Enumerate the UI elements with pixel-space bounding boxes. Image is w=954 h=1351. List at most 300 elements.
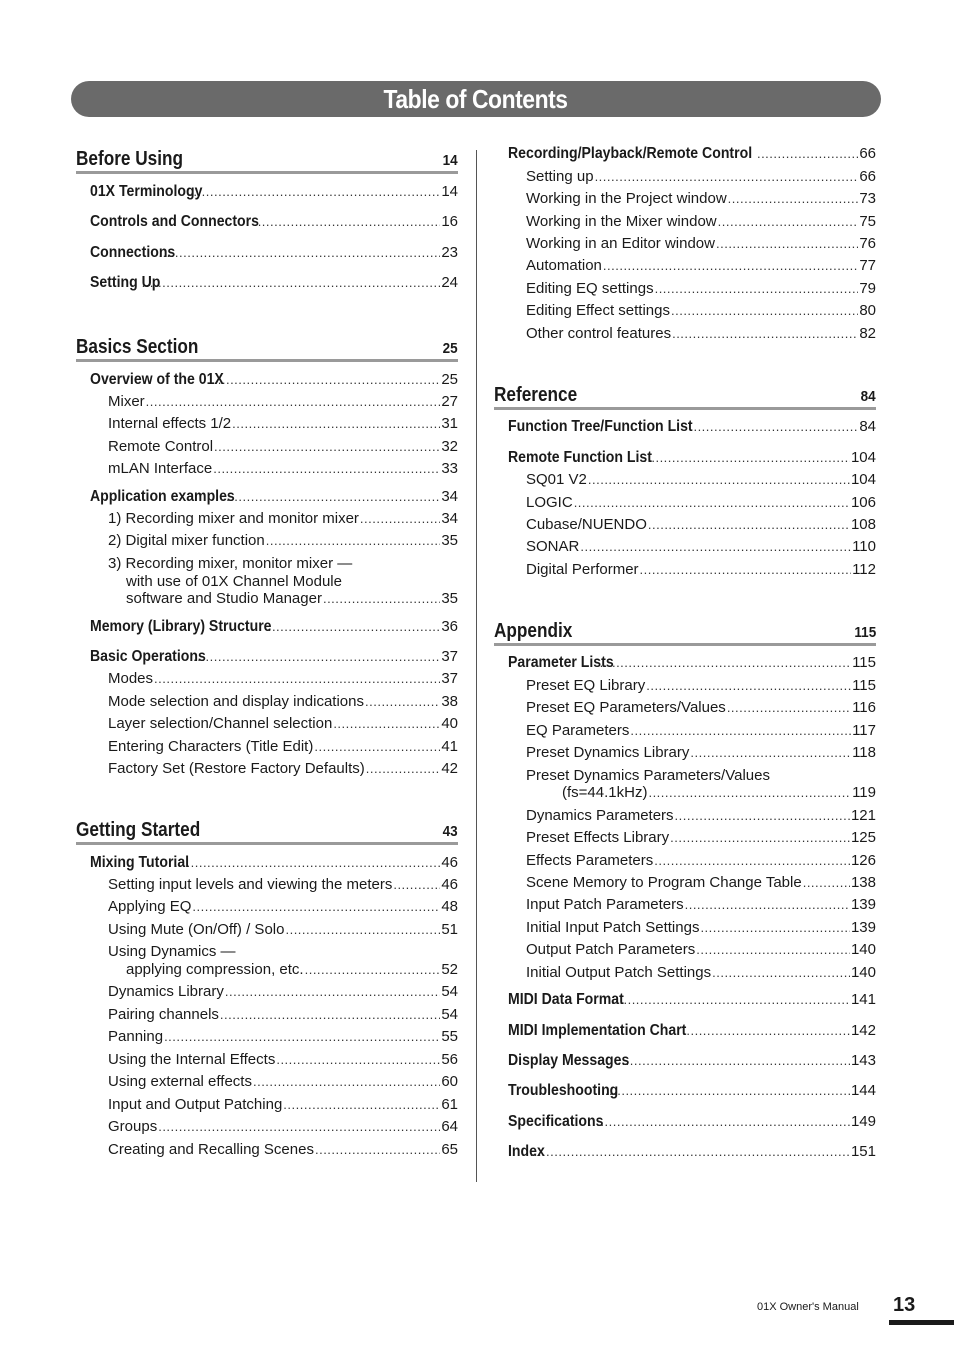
toc-entry-label: Troubleshooting xyxy=(508,1082,619,1099)
toc-entry[interactable] xyxy=(526,964,876,984)
toc-entry[interactable] xyxy=(108,693,458,713)
dot-leader xyxy=(253,1074,440,1089)
dot-leader xyxy=(283,1097,440,1112)
toc-entry-label: Preset Effects Library xyxy=(526,829,670,846)
toc-entry-page: 25 xyxy=(441,371,458,388)
toc-entry-label: Setting Up xyxy=(90,274,161,291)
toc-entry-page: 56 xyxy=(441,1051,458,1068)
dot-leader xyxy=(595,169,859,184)
toc-entry-page: 48 xyxy=(441,898,458,915)
dot-leader xyxy=(226,489,440,504)
toc-entry[interactable] xyxy=(508,449,876,469)
toc-entry[interactable] xyxy=(526,494,876,514)
dot-leader xyxy=(366,761,441,776)
toc-entry-label: Initial Input Patch Settings xyxy=(526,919,700,936)
toc-entry-page: 42 xyxy=(441,760,458,777)
dot-leader xyxy=(648,785,851,800)
toc-entry-label: applying compression, etc. xyxy=(126,961,304,978)
toc-entry-page: 143 xyxy=(850,1052,876,1069)
toc-entry[interactable] xyxy=(90,618,458,638)
toc-entry-label: Panning xyxy=(108,1028,164,1045)
toc-entry-page: 139 xyxy=(850,896,876,913)
section-title: Appendix xyxy=(494,620,573,642)
toc-entry[interactable] xyxy=(526,213,876,233)
toc-entry[interactable] xyxy=(508,145,876,165)
dot-leader xyxy=(220,1007,440,1022)
toc-entry-page: 138 xyxy=(850,874,876,891)
toc-entry-label: (fs=44.1kHz) xyxy=(562,784,648,801)
toc-entry-label: Effects Parameters xyxy=(526,852,654,869)
dot-leader xyxy=(617,1053,850,1068)
toc-entry-label: Factory Set (Restore Factory Defaults) xyxy=(108,760,365,777)
toc-entry[interactable] xyxy=(90,371,458,391)
toc-entry-label: Using the Internal Effects xyxy=(108,1051,276,1068)
toc-entry[interactable] xyxy=(126,590,458,610)
toc-entry-page: 149 xyxy=(850,1113,876,1130)
toc-entry-label: Application examples xyxy=(90,488,235,505)
toc-entry-label: 01X Terminology xyxy=(90,183,203,200)
toc-entry[interactable] xyxy=(526,168,876,188)
dot-leader xyxy=(276,1052,440,1067)
toc-entry[interactable] xyxy=(562,784,876,804)
toc-entry[interactable] xyxy=(90,244,458,264)
toc-entry-page: 104 xyxy=(850,471,876,488)
toc-entry-label: Internal effects 1/2 xyxy=(108,415,232,432)
toc-entry[interactable] xyxy=(508,418,876,438)
dot-leader xyxy=(603,258,858,273)
toc-entry-text: 3) Recording mixer, monitor mixer — xyxy=(108,555,353,572)
toc-entry-page: 40 xyxy=(441,715,458,732)
toc-entry-page: 66 xyxy=(859,145,876,162)
toc-entry-page: 34 xyxy=(441,488,458,505)
dot-leader xyxy=(365,694,440,709)
toc-entry-label: Preset Dynamics Library xyxy=(526,744,690,761)
toc-entry-page: 82 xyxy=(859,325,876,342)
toc-entry-page: 119 xyxy=(852,784,876,801)
dot-leader xyxy=(654,853,850,868)
section-page: 84 xyxy=(860,388,876,405)
toc-entry-label: Preset EQ Library xyxy=(526,677,646,694)
toc-entry-page: 24 xyxy=(441,274,458,291)
dot-leader xyxy=(393,877,440,892)
toc-entry-label: Working in the Project window xyxy=(526,190,727,207)
toc-entry-label: MIDI Implementation Chart xyxy=(508,1022,687,1039)
toc-entry[interactable] xyxy=(526,744,876,764)
toc-entry-label: Working in an Editor window xyxy=(526,235,715,252)
dot-leader xyxy=(285,922,440,937)
dot-leader xyxy=(232,416,440,431)
toc-entry-page: 35 xyxy=(441,590,458,607)
toc-entry-label: Editing Effect settings xyxy=(526,302,670,319)
dot-leader xyxy=(142,275,441,290)
toc-entry[interactable] xyxy=(508,1082,876,1102)
toc-entry[interactable] xyxy=(108,532,458,552)
toc-entry-text: with use of 01X Channel Module xyxy=(126,573,342,590)
dot-leader xyxy=(154,671,440,686)
toc-entry-label: Connections xyxy=(90,244,176,261)
toc-entry[interactable] xyxy=(526,538,876,558)
toc-entry-page: 77 xyxy=(859,257,876,274)
toc-entry-page: 112 xyxy=(852,561,876,578)
toc-entry-label: Function Tree/Function List xyxy=(508,418,693,435)
toc-entry-label: Scene Memory to Program Change Table xyxy=(526,874,802,891)
toc-entry-page: 33 xyxy=(441,460,458,477)
toc-entry[interactable] xyxy=(526,896,876,916)
toc-entry-page: 115 xyxy=(852,677,876,694)
toc-entry-label: Controls and Connectors xyxy=(90,213,259,230)
dot-leader xyxy=(671,303,858,318)
toc-entry-label: Groups xyxy=(108,1118,158,1135)
toc-entry[interactable] xyxy=(108,1096,458,1116)
toc-entry[interactable] xyxy=(508,991,876,1011)
dot-leader xyxy=(672,326,858,341)
toc-entry-label: Automation xyxy=(526,257,602,274)
toc-entry-page: 115 xyxy=(852,654,876,671)
toc-entry-label: Editing EQ settings xyxy=(526,280,654,297)
dot-leader xyxy=(588,1114,850,1129)
dot-leader xyxy=(158,245,440,260)
toc-entry-page: 75 xyxy=(859,213,876,230)
dot-leader xyxy=(605,1083,850,1098)
toc-entry[interactable] xyxy=(108,921,458,941)
page-title: Table of Contents xyxy=(383,83,569,114)
toc-entry-label: Parameter Lists xyxy=(508,654,614,671)
toc-entry-page: 126 xyxy=(850,852,876,869)
title-banner xyxy=(71,81,881,117)
footer-page-number: 13 xyxy=(893,1294,916,1316)
toc-entry[interactable] xyxy=(108,760,458,780)
toc-entry-page: 73 xyxy=(859,190,876,207)
toc-entry[interactable] xyxy=(526,235,876,255)
dot-leader xyxy=(305,962,441,977)
toc-entry-label: Remote Control xyxy=(108,438,214,455)
toc-entry-page: 34 xyxy=(441,510,458,527)
toc-entry[interactable] xyxy=(526,516,876,536)
toc-entry-page: 23 xyxy=(441,244,458,261)
toc-entry-label: Using Mute (On/Off) / Solo xyxy=(108,921,285,938)
toc-entry[interactable] xyxy=(108,898,458,918)
toc-entry-page: 139 xyxy=(850,919,876,936)
toc-entry-label: Working in the Mixer window xyxy=(526,213,717,230)
toc-entry-label: Memory (Library) Structure xyxy=(90,618,272,635)
dot-leader xyxy=(213,461,440,476)
section-heading xyxy=(76,814,458,845)
section-heading xyxy=(494,615,876,646)
dot-leader xyxy=(611,992,850,1007)
section-heading xyxy=(494,379,876,410)
toc-entry[interactable] xyxy=(526,874,876,894)
toc-entry-page: 66 xyxy=(859,168,876,185)
dot-leader xyxy=(574,495,850,510)
dot-leader xyxy=(158,1119,440,1134)
toc-entry-label: Remote Function List xyxy=(508,449,652,466)
toc-entry[interactable] xyxy=(108,415,458,435)
toc-entry-label: Applying EQ xyxy=(108,898,192,915)
dot-leader xyxy=(268,619,440,634)
toc-entry[interactable] xyxy=(90,183,458,203)
toc-entry-page: 117 xyxy=(852,722,876,739)
column-divider xyxy=(476,150,477,1182)
toc-entry[interactable] xyxy=(508,654,876,674)
toc-entry-label: Preset EQ Parameters/Values xyxy=(526,699,726,716)
toc-entry-page: 41 xyxy=(441,738,458,755)
toc-entry[interactable] xyxy=(90,854,458,874)
toc-entry-page: 60 xyxy=(441,1073,458,1090)
toc-entry-label: Mode selection and display indications xyxy=(108,693,364,710)
toc-entry-page: 110 xyxy=(852,538,876,555)
dot-leader xyxy=(675,808,850,823)
toc-entry-page: 142 xyxy=(850,1022,876,1039)
toc-entry-page: 54 xyxy=(441,1006,458,1023)
dot-leader xyxy=(174,855,440,870)
toc-entry[interactable] xyxy=(108,438,458,458)
toc-entry-page: 64 xyxy=(441,1118,458,1135)
toc-entry-label: Pairing channels xyxy=(108,1006,219,1023)
dot-leader xyxy=(728,191,859,206)
toc-entry-label: Input Patch Parameters xyxy=(526,896,684,913)
toc-entry-label: 1) Recording mixer and monitor mixer xyxy=(108,510,359,527)
toc-entry-page: 79 xyxy=(859,280,876,297)
toc-entry[interactable] xyxy=(90,274,458,294)
toc-entry-text: Preset Dynamics Parameters/Values xyxy=(526,767,770,784)
toc-entry-page: 104 xyxy=(850,449,876,466)
toc-entry-label: Modes xyxy=(108,670,154,687)
toc-entry-label: MIDI Data Format xyxy=(508,991,624,1008)
dot-leader xyxy=(712,965,850,980)
dot-leader xyxy=(254,214,441,229)
toc-entry-label: Display Messages xyxy=(508,1052,630,1069)
toc-entry-label: Entering Characters (Title Edit) xyxy=(108,738,314,755)
footer-bar xyxy=(889,1320,954,1325)
toc-entry-page: 108 xyxy=(850,516,876,533)
toc-entry-label: Initial Output Patch Settings xyxy=(526,964,712,981)
toc-entry[interactable] xyxy=(108,670,458,690)
dot-leader xyxy=(757,146,858,161)
dot-leader xyxy=(718,214,859,229)
dot-leader xyxy=(333,716,440,731)
toc-entry-page: 84 xyxy=(859,418,876,435)
toc-entry-label: Creating and Recalling Scenes xyxy=(108,1141,314,1158)
toc-entry-page: 151 xyxy=(850,1143,876,1160)
toc-entry[interactable] xyxy=(108,1006,458,1026)
section-heading xyxy=(76,331,458,362)
toc-entry-page: 140 xyxy=(850,964,876,981)
dot-leader xyxy=(214,439,440,454)
toc-entry-page: 144 xyxy=(850,1082,876,1099)
toc-entry[interactable] xyxy=(108,393,458,413)
dot-leader xyxy=(696,942,850,957)
toc-entry-label: Input and Output Patching xyxy=(108,1096,283,1113)
toc-entry[interactable] xyxy=(508,1052,876,1072)
toc-entry-label: SQ01 V2 xyxy=(526,471,587,488)
dot-leader xyxy=(690,745,851,760)
toc-entry[interactable] xyxy=(108,460,458,480)
toc-entry-label: Basic Operations xyxy=(90,648,206,665)
dot-leader xyxy=(266,533,441,548)
toc-entry-page: 55 xyxy=(441,1028,458,1045)
toc-entry[interactable] xyxy=(526,807,876,827)
dot-leader xyxy=(716,236,858,251)
toc-entry-page: 37 xyxy=(441,670,458,687)
toc-entry-page: 36 xyxy=(441,618,458,635)
dot-leader xyxy=(600,655,851,670)
toc-entry-page: 125 xyxy=(850,829,876,846)
toc-entry-label: Index xyxy=(508,1143,545,1160)
dot-leader xyxy=(685,897,850,912)
toc-entry[interactable] xyxy=(508,1113,876,1133)
toc-entry[interactable] xyxy=(526,302,876,322)
toc-entry-label: Setting input levels and viewing the meters xyxy=(108,876,393,893)
toc-entry[interactable] xyxy=(526,677,876,697)
toc-entry-page: 61 xyxy=(441,1096,458,1113)
dot-leader xyxy=(803,875,850,890)
dot-leader xyxy=(580,539,851,554)
toc-entry[interactable] xyxy=(126,961,458,981)
toc-entry-page: 52 xyxy=(441,961,458,978)
toc-entry-page: 65 xyxy=(441,1141,458,1158)
toc-entry-label: Digital Performer xyxy=(526,561,639,578)
toc-entry-page: 27 xyxy=(441,393,458,410)
toc-entry-page: 38 xyxy=(441,693,458,710)
toc-entry[interactable] xyxy=(526,561,876,581)
section-page: 115 xyxy=(854,624,876,641)
toc-entry[interactable] xyxy=(108,715,458,735)
toc-entry-page: 37 xyxy=(441,648,458,665)
dot-leader xyxy=(630,723,851,738)
toc-entry-label: Overview of the 01X xyxy=(90,371,224,388)
toc-entry-page: 121 xyxy=(850,807,876,824)
dot-leader xyxy=(225,984,440,999)
section-title: Basics Section xyxy=(76,336,199,358)
toc-entry-page: 31 xyxy=(441,415,458,432)
toc-entry-page: 116 xyxy=(852,699,876,716)
dot-leader xyxy=(146,394,441,409)
toc-entry[interactable] xyxy=(108,1051,458,1071)
toc-entry-text: Using Dynamics — xyxy=(108,943,236,960)
toc-entry-label: 2) Digital mixer function xyxy=(108,532,265,549)
toc-entry[interactable] xyxy=(108,1028,458,1048)
toc-entry-page: 76 xyxy=(859,235,876,252)
dot-leader xyxy=(655,281,859,296)
toc-entry-page: 80 xyxy=(859,302,876,319)
dot-leader xyxy=(670,830,850,845)
dot-leader xyxy=(646,678,851,693)
dot-leader xyxy=(727,700,851,715)
toc-entry-label: Recording/Playback/Remote Control xyxy=(508,145,753,162)
dot-leader xyxy=(323,591,440,606)
section-page: 43 xyxy=(442,823,458,840)
toc-entry-label: Layer selection/Channel selection xyxy=(108,715,333,732)
toc-entry[interactable] xyxy=(526,852,876,872)
dot-leader xyxy=(192,899,440,914)
toc-entry[interactable] xyxy=(108,510,458,530)
dot-leader xyxy=(682,1023,850,1038)
section-heading xyxy=(76,143,458,174)
toc-entry[interactable] xyxy=(108,876,458,896)
toc-entry-label: Dynamics Library xyxy=(108,983,224,1000)
footer-manual-name: 01X Owner's Manual xyxy=(757,1301,859,1313)
dot-leader xyxy=(315,1142,440,1157)
dot-leader xyxy=(164,1029,440,1044)
toc-entry[interactable] xyxy=(108,1118,458,1138)
toc-entry-page: 54 xyxy=(441,983,458,1000)
dot-leader xyxy=(588,472,850,487)
toc-entry-page: 16 xyxy=(441,213,458,230)
dot-leader xyxy=(640,562,852,577)
toc-entry-page: 118 xyxy=(852,744,876,761)
toc-entry-label: Using external effects xyxy=(108,1073,252,1090)
toc-entry[interactable] xyxy=(90,648,458,668)
toc-entry[interactable] xyxy=(526,941,876,961)
dot-leader xyxy=(214,372,441,387)
dot-leader xyxy=(689,419,858,434)
dot-leader xyxy=(193,649,440,664)
toc-entry-label: SONAR xyxy=(526,538,580,555)
toc-entry[interactable] xyxy=(526,471,876,491)
toc-entry[interactable] xyxy=(108,1073,458,1093)
toc-entry[interactable] xyxy=(526,325,876,345)
toc-entry[interactable] xyxy=(108,738,458,758)
toc-entry-page: 14 xyxy=(441,183,458,200)
toc-entry-page: 32 xyxy=(441,438,458,455)
toc-entry-page: 46 xyxy=(441,876,458,893)
toc-entry-label: mLAN Interface xyxy=(108,460,213,477)
toc-entry-label: Output Patch Parameters xyxy=(526,941,696,958)
section-title: Before Using xyxy=(76,148,184,170)
toc-entry[interactable] xyxy=(526,722,876,742)
toc-entry-label: LOGIC xyxy=(526,494,573,511)
toc-entry-label: software and Studio Manager xyxy=(126,590,322,607)
section-page: 25 xyxy=(442,340,458,357)
dot-leader xyxy=(189,184,440,199)
dot-leader xyxy=(521,1144,850,1159)
toc-entry-label: Mixing Tutorial xyxy=(90,854,190,871)
toc-entry-page: 35 xyxy=(441,532,458,549)
section-title: Getting Started xyxy=(76,819,201,841)
dot-leader xyxy=(648,517,850,532)
toc-entry[interactable] xyxy=(526,919,876,939)
toc-entry-page: 140 xyxy=(850,941,876,958)
toc-entry-page: 141 xyxy=(850,991,876,1008)
toc-entry-page: 106 xyxy=(850,494,876,511)
toc-entry-label: Cubase/NUENDO xyxy=(526,516,647,533)
toc-entry-label: EQ Parameters xyxy=(526,722,630,739)
toc-entry[interactable] xyxy=(108,1141,458,1161)
toc-entry[interactable] xyxy=(90,213,458,233)
toc-entry-label: Mixer xyxy=(108,393,145,410)
section-page: 14 xyxy=(442,152,458,169)
toc-entry-label: Other control features xyxy=(526,325,672,342)
toc-entry[interactable] xyxy=(526,257,876,277)
toc-entry[interactable] xyxy=(526,829,876,849)
toc-entry[interactable] xyxy=(526,280,876,300)
toc-entry[interactable] xyxy=(526,190,876,210)
toc-entry[interactable] xyxy=(508,1022,876,1042)
section-title: Reference xyxy=(494,384,578,406)
toc-entry-page: 46 xyxy=(441,854,458,871)
dot-leader xyxy=(643,450,850,465)
toc-entry[interactable] xyxy=(90,488,458,508)
toc-entry-label: Specifications xyxy=(508,1113,604,1130)
dot-leader xyxy=(360,511,440,526)
toc-entry-label: Setting up xyxy=(526,168,594,185)
toc-entry-page: 51 xyxy=(441,921,458,938)
dot-leader xyxy=(700,920,850,935)
toc-entry[interactable] xyxy=(526,699,876,719)
toc-entry[interactable] xyxy=(508,1143,876,1163)
toc-entry-label: Dynamics Parameters xyxy=(526,807,674,824)
toc-entry[interactable] xyxy=(108,983,458,1003)
